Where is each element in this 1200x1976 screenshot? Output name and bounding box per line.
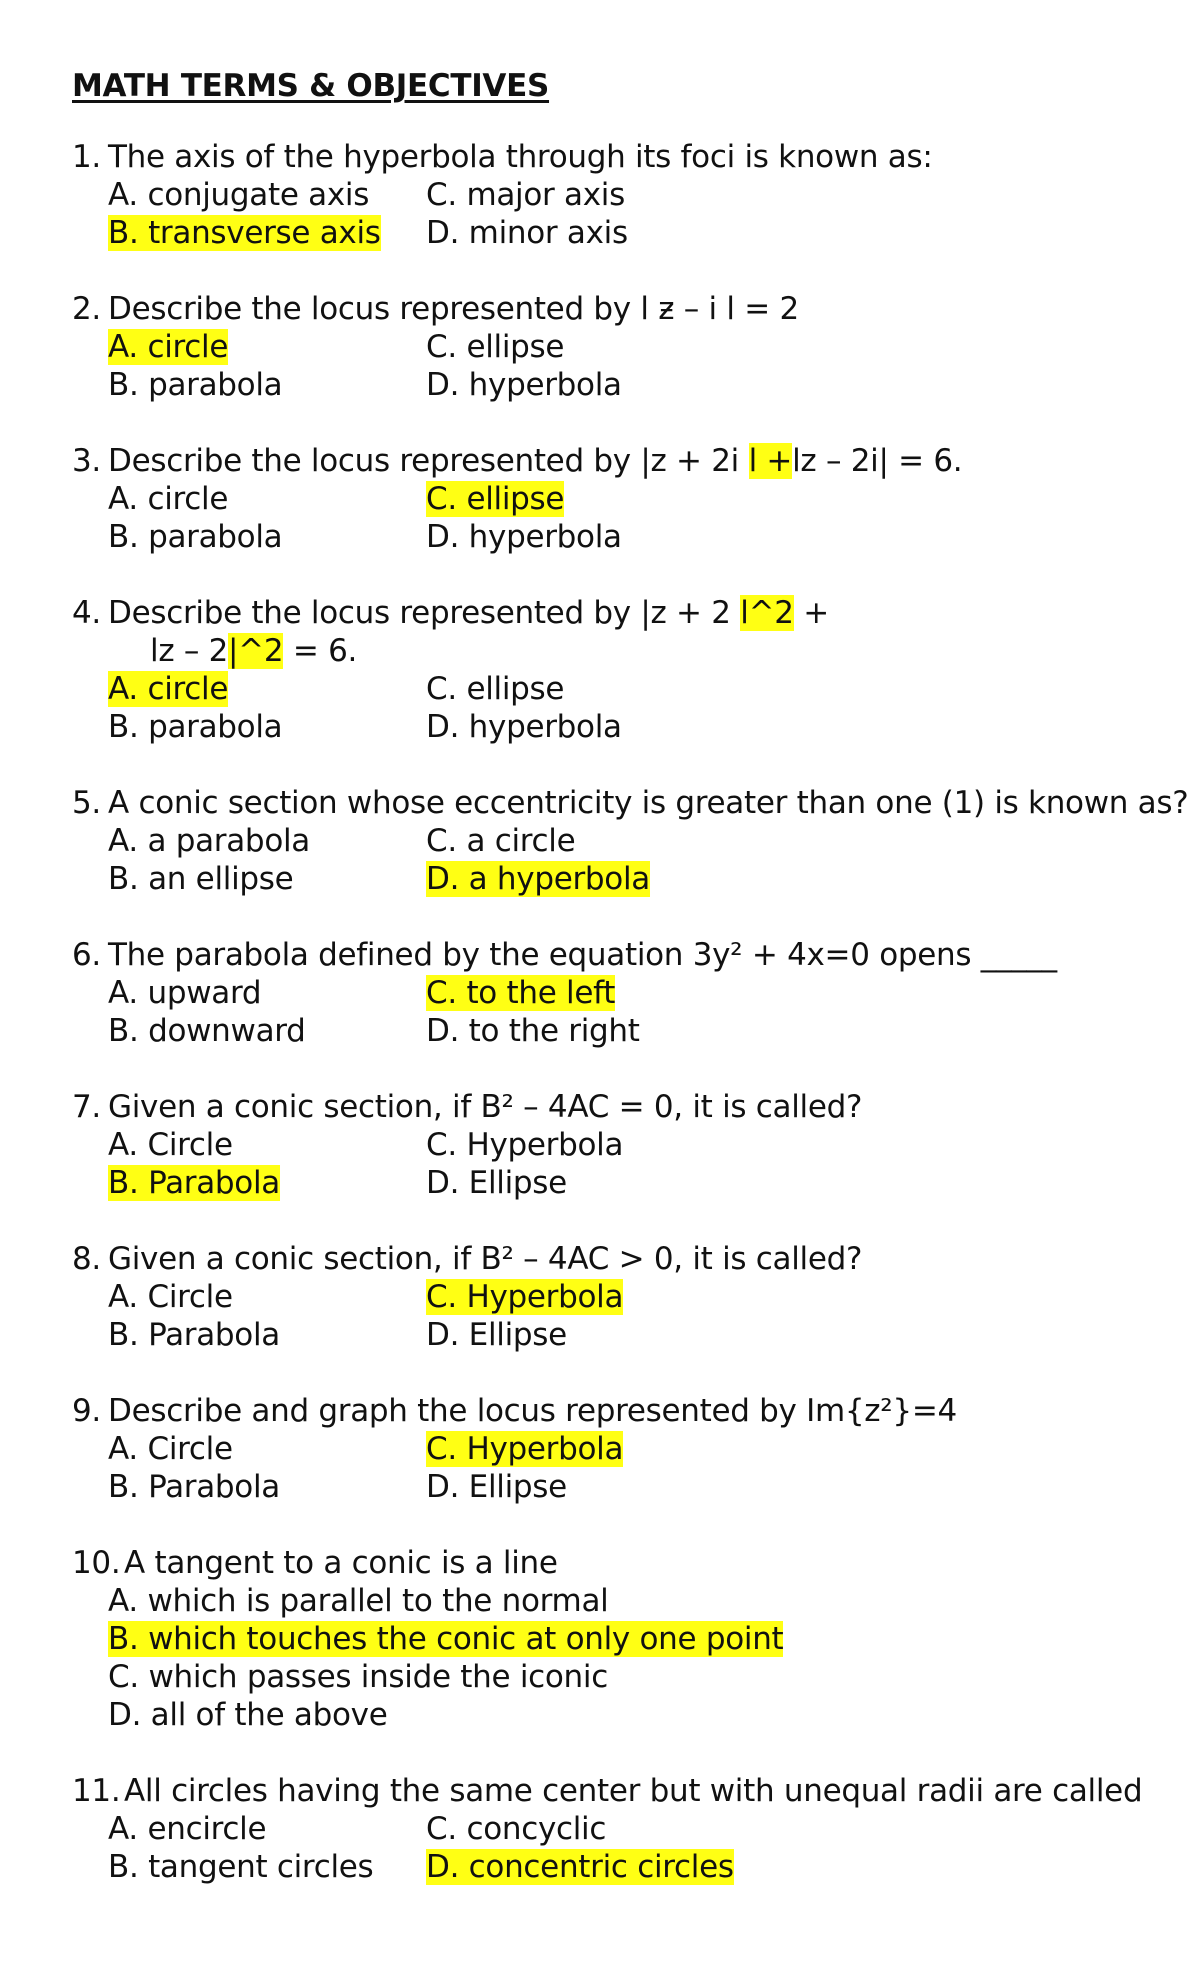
- question-text: Describe the locus represented by l ƶ – i l = 2: [108, 291, 799, 327]
- question-text-part: +: [793, 595, 829, 631]
- option-c-answer: C. Hyperbola: [426, 1431, 624, 1467]
- question-text: Given a conic section, if B² – 4AC > 0, it is called?: [108, 1241, 863, 1277]
- option-b-answer: B. transverse axis: [108, 215, 381, 251]
- question-number: 4.: [72, 595, 101, 631]
- option-a: A. which is parallel to the normal: [108, 1583, 609, 1619]
- question-text: A conic section whose eccentricity is greater than one (1) is known as?: [108, 785, 1189, 821]
- option-a: A. Circle: [108, 1279, 233, 1315]
- question-8: [72, 1240, 1200, 1354]
- option-a: A. conjugate axis: [108, 177, 370, 213]
- option-a-answer: A. circle: [108, 671, 229, 707]
- option-b: B. parabola: [108, 709, 283, 745]
- question-number: 8.: [72, 1241, 101, 1277]
- question-1: [72, 138, 1200, 252]
- question-number: 6.: [72, 937, 101, 973]
- option-b: B. Parabola: [108, 1317, 280, 1353]
- question-text: Given a conic section, if B² – 4AC = 0, it is called?: [108, 1089, 863, 1125]
- question-number: 5.: [72, 785, 101, 821]
- question-text: All circles having the same center but with unequal radii are called: [124, 1773, 1143, 1809]
- question-text: A tangent to a conic is a line: [124, 1545, 558, 1581]
- option-b: B. an ellipse: [108, 861, 294, 897]
- question-text-part: Describe the locus represented by |z + 2i: [108, 443, 749, 479]
- option-a: A. a parabola: [108, 823, 310, 859]
- highlighted-text: l +: [748, 443, 793, 479]
- option-c: C. ellipse: [426, 329, 565, 365]
- question-text-part: Describe the locus represented by |z + 2: [108, 595, 741, 631]
- question-text: The parabola defined by the equation 3y² + 4x=0 opens _____: [108, 937, 1057, 973]
- option-c-answer: C. ellipse: [426, 481, 565, 517]
- option-d-answer: D. a hyperbola: [426, 861, 650, 897]
- option-a: A. circle: [108, 481, 229, 517]
- option-b-answer: B. Parabola: [108, 1165, 280, 1201]
- option-c: C. concyclic: [426, 1811, 607, 1847]
- option-a: A. encircle: [108, 1811, 267, 1847]
- option-d: D. Ellipse: [426, 1165, 567, 1201]
- question-text: [108, 594, 829, 632]
- option-b: B. Parabola: [108, 1469, 280, 1505]
- page-title: MATH TERMS & OBJECTIVES: [72, 68, 550, 104]
- option-d: D. Ellipse: [426, 1469, 567, 1505]
- question-number: 10.: [72, 1545, 121, 1581]
- option-c-answer: C. Hyperbola: [426, 1279, 624, 1315]
- option-b: B. parabola: [108, 519, 283, 555]
- question-number: 7.: [72, 1089, 101, 1125]
- question-text-part: = 6.: [283, 633, 358, 669]
- question-text-continuation: [72, 632, 1200, 670]
- option-b-answer: B. which touches the conic at only one point: [108, 1621, 784, 1657]
- option-b: B. tangent circles: [108, 1849, 374, 1885]
- option-d: D. to the right: [426, 1013, 640, 1049]
- option-c: C. ellipse: [426, 671, 565, 707]
- question-number: 2.: [72, 291, 101, 327]
- option-a: A. Circle: [108, 1127, 233, 1163]
- option-d: D. minor axis: [426, 215, 628, 251]
- option-d: D. hyperbola: [426, 709, 622, 745]
- question-number: 1.: [72, 139, 101, 175]
- option-c: C. Hyperbola: [426, 1127, 624, 1163]
- question-11: [72, 1772, 1200, 1886]
- highlighted-text: |^2: [228, 633, 284, 669]
- question-5: [72, 784, 1200, 898]
- option-a-answer: A. circle: [108, 329, 229, 365]
- option-d: D. hyperbola: [426, 367, 622, 403]
- question-text: Describe and graph the locus represented by Im{z²}=4: [108, 1393, 957, 1429]
- question-text: [108, 442, 962, 480]
- option-d: D. hyperbola: [426, 519, 622, 555]
- option-a: A. Circle: [108, 1431, 233, 1467]
- question-number: 9.: [72, 1393, 101, 1429]
- question-text-part: lz – 2: [150, 633, 229, 669]
- option-c-answer: C. to the left: [426, 975, 616, 1011]
- question-number: 11.: [72, 1773, 121, 1809]
- question-6: [72, 936, 1200, 1050]
- question-4: [72, 594, 1200, 746]
- option-c: C. which passes inside the iconic: [108, 1659, 608, 1695]
- question-3: [72, 442, 1200, 556]
- option-d-answer: D. concentric circles: [426, 1849, 734, 1885]
- question-2: [72, 290, 1200, 404]
- option-c: C. major axis: [426, 177, 625, 213]
- question-9: [72, 1392, 1200, 1506]
- question-number: 3.: [72, 443, 101, 479]
- option-b: B. downward: [108, 1013, 306, 1049]
- question-10: [72, 1544, 1200, 1734]
- highlighted-text: l^2: [740, 595, 794, 631]
- question-text: The axis of the hyperbola through its foci is known as:: [108, 139, 933, 175]
- option-c: C. a circle: [426, 823, 576, 859]
- option-b: B. parabola: [108, 367, 283, 403]
- option-a: A. upward: [108, 975, 262, 1011]
- question-7: [72, 1088, 1200, 1202]
- option-d: D. all of the above: [108, 1697, 388, 1733]
- option-d: D. Ellipse: [426, 1317, 567, 1353]
- question-text-part: lz – 2i| = 6.: [792, 443, 963, 479]
